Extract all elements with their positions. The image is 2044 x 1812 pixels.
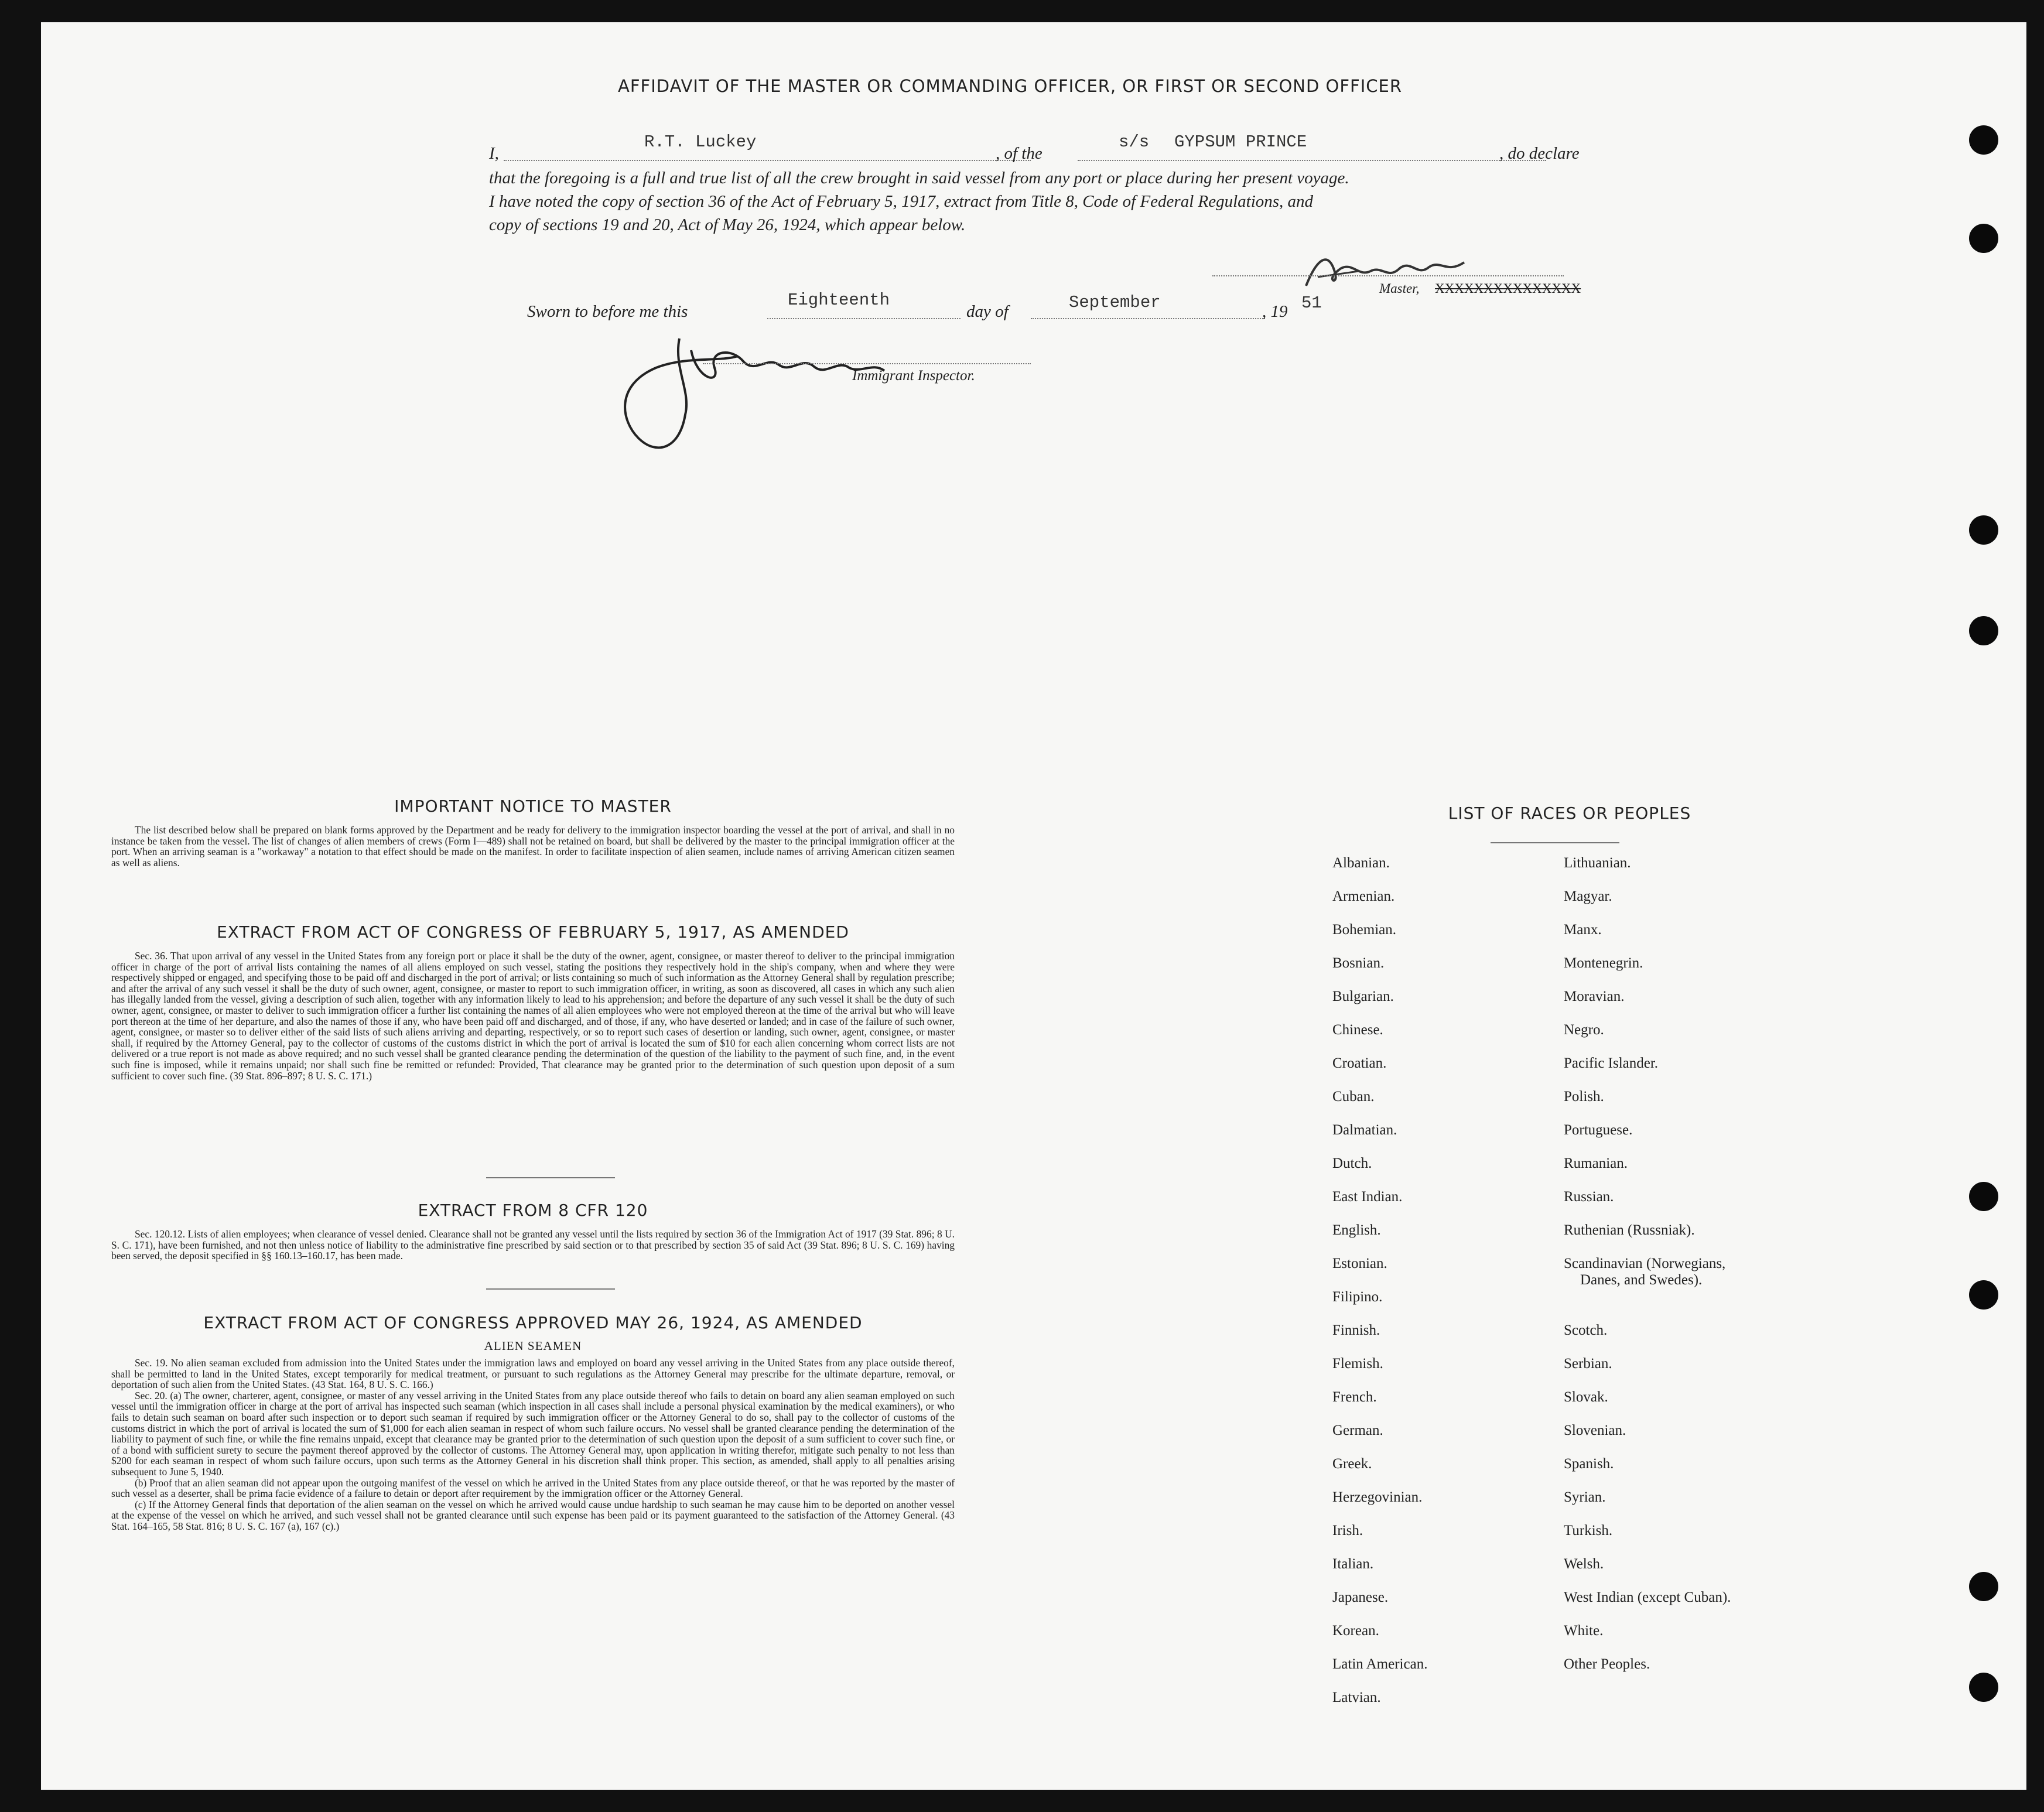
punch-hole (1969, 125, 1998, 155)
race-item: Chinese. (1332, 1022, 1383, 1038)
affidavit-i-label: I, (489, 144, 499, 163)
extract-cfr-text: Lists of alien employees; when clearance of vessel denied. Clearance shall not be granted any vessel until the lists required by section 36 of the Immigration Act of 1917 (39 Stat. 896; 8 U. S. C. 171), have been furnished, and not then unless notice of liability to the administrative fine prescribed by said section or to that prescribed by section 35 of said Act (39 Stat. 896; 8 U. S. C. 169) having been served, the deposit specified in §§ 160.13–160.17, has been made. (111, 1228, 955, 1262)
race-item: Manx. (1564, 922, 1602, 938)
extract-1924-title: EXTRACT FROM ACT OF CONGRESS APPROVED MAY 26, 1924, AS AMENDED (203, 1313, 863, 1332)
race-item: Danes, and Swedes). (1580, 1272, 1703, 1288)
race-item: Montenegrin. (1564, 955, 1643, 971)
race-item: Estonian. (1332, 1256, 1387, 1271)
affidavit-line-4: copy of sections 19 and 20, Act of May 26, 1924, which appear below. (489, 216, 966, 234)
do-declare-label: , do declare (1499, 144, 1580, 163)
race-item: Syrian. (1564, 1489, 1606, 1505)
affidavit-title: AFFIDAVIT OF THE MASTER OR COMMANDING OFFICER, OR FIRST OR SECOND OFFICER (618, 76, 1402, 96)
extract-1917-body (111, 951, 955, 1081)
punch-hole (1969, 1280, 1998, 1310)
extract-cfr-title: EXTRACT FROM 8 CFR 120 (418, 1201, 648, 1220)
vessel-name-line (1078, 160, 1546, 161)
race-item: Welsh. (1564, 1556, 1604, 1572)
race-item: Rumanian. (1564, 1155, 1628, 1171)
race-item: Polish. (1564, 1089, 1604, 1105)
race-item: Ruthenian (Russniak). (1564, 1222, 1695, 1238)
document-sheet (41, 22, 2026, 1790)
sec-20-label: Sec. 20. (135, 1389, 168, 1401)
race-item: Turkish. (1564, 1523, 1613, 1539)
day-of-label: day of (966, 302, 1009, 321)
race-item: English. (1332, 1222, 1381, 1238)
vessel-name: GYPSUM PRINCE (1174, 132, 1307, 152)
race-item: Bohemian. (1332, 922, 1397, 938)
extract-1917-sec-label: Sec. 36. (135, 950, 168, 962)
punch-hole (1969, 616, 1998, 645)
sec-19 (111, 1358, 955, 1390)
race-item: Finnish. (1332, 1322, 1380, 1338)
race-item: Negro. (1564, 1022, 1604, 1038)
month-line (1031, 318, 1265, 319)
sec-19-label: Sec. 19. (135, 1357, 168, 1369)
year-prefix: , 19 (1262, 302, 1288, 321)
extract-1924-body (111, 1358, 955, 1532)
inspector-signature-line (703, 363, 1031, 364)
master-name: R.T. Luckey (644, 132, 757, 152)
extract-cfr-sec-label: Sec. 120.12. (135, 1228, 186, 1240)
race-item: Bosnian. (1332, 955, 1385, 971)
race-item: Slovenian. (1564, 1423, 1626, 1438)
race-item: Filipino. (1332, 1289, 1383, 1305)
race-item: Latin American. (1332, 1656, 1428, 1672)
sworn-label: Sworn to before me this (527, 302, 688, 321)
inspector-caption: Immigrant Inspector. (852, 368, 975, 384)
sec-20a-text: (a) The owner, charterer, agent, consignee, or master of any vessel arriving in the United States from any place outside thereof who fails to detain on board any alien seaman employed on such vessel until the immigration officer in charge at the port of arrival has inspected such seaman (which inspection in all cases shall include a personal physical examination by the medical examiners), or who fails to detain such seaman on board after such inspection or to deport such seaman if required by such immigration officer or the Attorney General to do so, shall pay to the collector of customs of the customs district in which the port of arrival is located the sum of $1,000 for each alien seaman in respect of whom such failure occurs. No vessel shall be granted clearance pending the determination of the liability to payment of such fine, or while the fine remains unpaid, except that clearance may be granted prior to the determination of such question upon the deposit of a sum sufficient to cover such fine, or of a bond with sufficient surety to secure the payment thereof approved by the collector of customs. The Attorney General may, upon application in writing therefor, mitigate such penalty to not less than $200 for each seaman in respect of whom such failure occurs, upon such terms as the Attorney General in his discretion shall think proper. This section, as amended, shall apply to all penalties arising subsequent to June 5, 1940. (111, 1389, 955, 1478)
punch-hole (1969, 1572, 1998, 1601)
month-value: September (1069, 293, 1161, 312)
race-item: Irish. (1332, 1523, 1363, 1539)
race-item: Croatian. (1332, 1055, 1387, 1071)
sec-20c: (c) If the Attorney General finds that deportation of the alien seaman on the vessel on which he arrived would cause undue hardship to such seaman he may cause him to be deported on another vessel at the expense of the vessel on which he arrived, and such vessel shall not be granted clearance until such expense has been paid or its payment guaranteed to the satisfaction of the Attorney General. (43 Stat. 164–165, 58 Stat. 816; 8 U. S. C. 167 (a), 167 (c).) (111, 1498, 955, 1532)
race-item: Slovak. (1564, 1389, 1608, 1405)
race-item: West Indian (except Cuban). (1564, 1589, 1731, 1605)
sec-19-text: No alien seaman excluded from admission into the United States under the immigration laws and employed on board any vessel arriving in the United States from any place outside thereof, shall be permitted to land in the United States, except temporarily for medical treatment, or pursuant to such regulations as the Attorney General may prescribe for the ultimate departure, removal, or deportation of such alien from the United States. (43 Stat. 164, 8 U. S. C. 166.) (111, 1357, 955, 1391)
race-item: Cuban. (1332, 1089, 1375, 1105)
race-item: Armenian. (1332, 888, 1395, 904)
extract-cfr-body (111, 1229, 955, 1261)
race-item: French. (1332, 1389, 1377, 1405)
race-item: Albanian. (1332, 855, 1390, 871)
race-item: Bulgarian. (1332, 989, 1394, 1004)
race-item: Russian. (1564, 1189, 1614, 1205)
races-title: LIST OF RACES OR PEOPLES (1448, 804, 1691, 823)
sec-20b: (b) Proof that an alien seaman did not appear upon the outgoing manifest of the vessel on which he arrived in the United States from any place outside thereof, or that he was reported by the master of such vessel as a deserter, shall be prima facie evidence of a failure to detain or deport after requirement by the immigration officer or the Attorney General. (111, 1476, 955, 1500)
race-item: German. (1332, 1423, 1383, 1438)
race-item: East Indian. (1332, 1189, 1403, 1205)
punch-hole (1969, 515, 1998, 545)
inspector-signature (603, 315, 920, 467)
of-the-label: , of the (996, 144, 1042, 163)
master-caption-struck: XXXXXXXXXXXXXXX (1435, 281, 1581, 296)
notice-title: IMPORTANT NOTICE TO MASTER (394, 796, 672, 816)
race-item: Greek. (1332, 1456, 1372, 1472)
year-suffix: 51 (1301, 293, 1322, 313)
race-item: White. (1564, 1623, 1604, 1639)
punch-hole (1969, 224, 1998, 253)
race-item: Dutch. (1332, 1155, 1372, 1171)
divider (486, 1177, 615, 1178)
vessel-prefix: s/s (1119, 132, 1150, 152)
punch-hole (1969, 1182, 1998, 1211)
notice-body: The list described below shall be prepared on blank forms approved by the Department and be ready for delivery to the immigration inspector boarding the vessel at the port of arrival, and shall in no instance be taken from the vessel. The list of changes of alien members of crews (Form I—489) shall not be retained on board, but shall be delivered by the master to the principal immigration officer at the port. When an arriving seaman is a "workaway" a notation to that effect should be made on the manifest. In order to facilitate inspection of alien seamen, include names of arriving American citizen seamen as well as aliens. (111, 824, 955, 869)
race-item: Scandinavian (Norwegians, (1564, 1256, 1726, 1271)
extract-1924-subtitle: ALIEN SEAMEN (484, 1339, 582, 1353)
master-name-line (504, 160, 1031, 161)
race-item: Italian. (1332, 1556, 1374, 1572)
day-value: Eighteenth (788, 290, 890, 310)
race-item: Portuguese. (1564, 1122, 1633, 1138)
race-item: Serbian. (1564, 1356, 1612, 1372)
master-signature-line (1212, 275, 1564, 276)
master-caption: Master, (1379, 281, 1420, 296)
race-item: Other Peoples. (1564, 1656, 1650, 1672)
race-item: Spanish. (1564, 1456, 1614, 1472)
affidavit-line-2: that the foregoing is a full and true list of all the crew brought in said vessel from any port or place during her present voyage. (489, 169, 1349, 187)
affidavit-line-3: I have noted the copy of section 36 of the Act of February 5, 1917, extract from Title 8, Code of Federal Regulations, and (489, 192, 1314, 211)
divider (486, 1288, 615, 1290)
race-item: Moravian. (1564, 989, 1625, 1004)
extract-1917-title: EXTRACT FROM ACT OF CONGRESS OF FEBRUARY 5, 1917, AS AMENDED (217, 922, 849, 942)
race-item: Flemish. (1332, 1356, 1383, 1372)
divider (1491, 842, 1619, 843)
race-item: Pacific Islander. (1564, 1055, 1659, 1071)
race-item: Japanese. (1332, 1589, 1389, 1605)
race-item: Herzegovinian. (1332, 1489, 1423, 1505)
race-item: Magyar. (1564, 888, 1612, 904)
race-item: Latvian. (1332, 1690, 1381, 1705)
race-item: Lithuanian. (1564, 855, 1631, 871)
race-item: Korean. (1332, 1623, 1379, 1639)
race-item: Scotch. (1564, 1322, 1608, 1338)
punch-hole (1969, 1673, 1998, 1702)
sec-20a (111, 1390, 955, 1478)
extract-1917-text: That upon arrival of any vessel in the United States from any foreign port or place it shall be the duty of the owner, agent, consignee, or master thereof to deliver to the principal immigration officer in charge of the port of arrival lists containing the names of all aliens employed on such vessel, stating the positions they respectively hold in the ship's company, when and where they were respectively shipped or engaged, and specifying those to be paid off and discharged in the port of arrival; or lists containing so much of such information as the Attorney General shall by regulation prescribe; and after the arrival of any such vessel it shall be the duty of such owner, agent, consignee, or master to report to such immigration officer, in writing, as soon as discovered, all cases in which any such alien has illegally landed from the vessel, giving a description of such alien, together with any information likely to lead to his apprehension; and before the departure of any such vessel it shall be the duty of such owner, agent, consignee, or master to deliver to such immigration officer a further list containing the names of all alien employees who were not employed thereon at the time of the arrival but who will leave port thereon at the time of her departure, and also the names of those if any, who have been paid off and discharged, and of those, if any, who have deserted or landed; and in case of the failure of such owner, agent, consignee, or master so to deliver either of the said lists of such aliens arriving and departing, respectively, or so to report such cases of desertion or landing, such owner, agent, consignee, or master shall, if required by the Attorney General, pay to the collector of customs of the customs district in which the port of arrival is located the sum of $10 for each alien concerning whom correct lists are not delivered or a true report is not made as above required; and no such vessel shall be granted clearance pending the determination of the question of the liability to the payment of such fine, and, in the event such fine is imposed, while it remains unpaid; nor shall such fine be remitted or refunded: Provided, That clearance may be granted prior to the determination of such question upon deposit of a sum sufficient to cover such fine. (39 Stat. 896–897; 8 U. S. C. 171.) (111, 950, 955, 1082)
race-item: Dalmatian. (1332, 1122, 1397, 1138)
